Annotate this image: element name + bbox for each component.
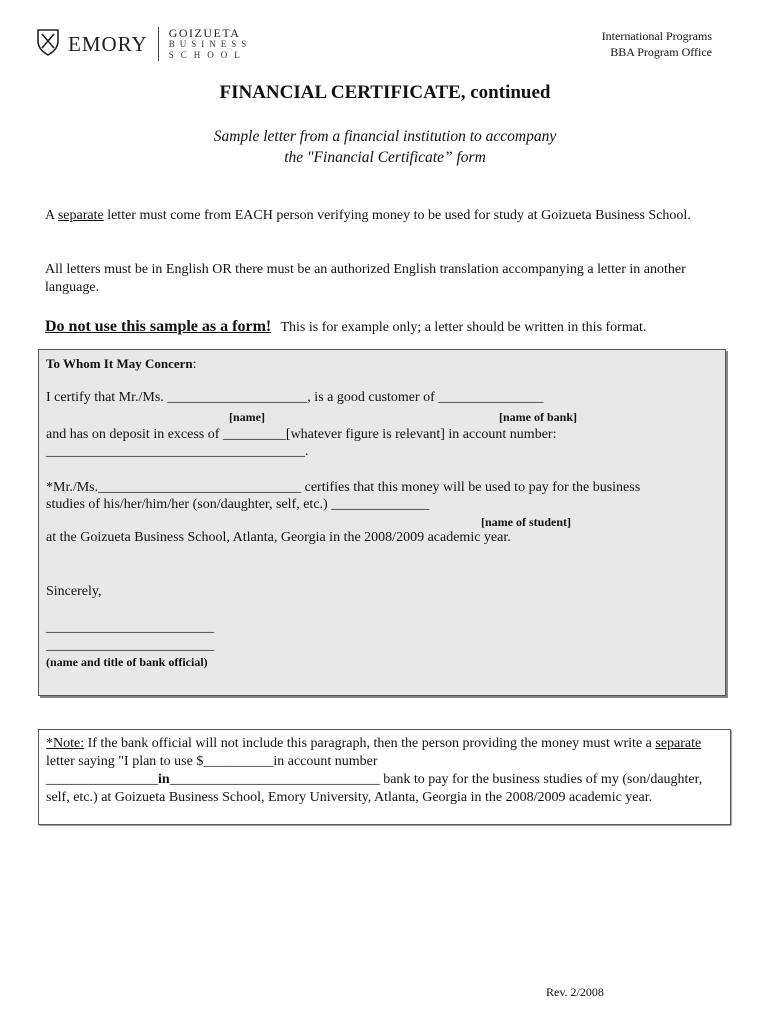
signature-line-2: ________________________ <box>46 638 214 653</box>
office-line-1: International Programs <box>601 29 712 43</box>
intro-paragraph-2: All letters must be in English OR there must be an authorized English translation accompanying a letter in another language. <box>45 262 686 295</box>
letter-line-5: studies of his/her/him/her (son/daughter, self, etc.) ______________ <box>46 497 430 512</box>
sample-warning <box>45 318 646 336</box>
office-line-2: BBA Program Office <box>610 45 712 59</box>
note-text-3b: in <box>158 772 170 787</box>
note-text-3c: ______________________________ bank to pay for the business studies of my (son/daughter, self, etc.) at Goizueta Business School, Emory University, Atlanta, Georgia in the 2008/2009 academic year. <box>46 772 703 805</box>
note-text-3a: ________________ <box>46 772 158 787</box>
logo-emory-text: EMORY <box>68 31 148 56</box>
note-text-2: letter saying "I plan to use $__________in account number <box>46 754 378 769</box>
signature-line-1: ________________________ <box>46 620 214 635</box>
subtitle-line-1: Sample letter from a financial institution to accompany <box>213 128 557 145</box>
label-bank: [name of bank] <box>499 410 578 424</box>
emory-shield-icon <box>36 28 60 61</box>
letter-line-3: _____________________________________. <box>46 444 309 459</box>
letter-line-6: at the Goizueta Business School, Atlanta, Georgia in the 2008/2009 academic year. <box>46 530 511 545</box>
warning-bold: Do not use this sample as a form! <box>45 318 272 335</box>
letter-line-1: I certify that Mr./Ms. ____________________, is a good customer of _______________ <box>46 390 544 405</box>
logo-goizueta-text: GOIZUETA <box>168 25 241 40</box>
revision-label: Rev. 2/2008 <box>546 985 604 999</box>
subtitle-line-2: the "Financial Certificate” form <box>284 149 486 166</box>
salutation-colon: : <box>192 357 197 372</box>
note-box <box>38 729 731 825</box>
letter-salutation <box>46 356 197 373</box>
warning-rest: This is for example only; a letter should be written in this format. <box>280 320 647 335</box>
letter-closing: Sincerely, <box>46 584 102 599</box>
page-subtitle <box>0 126 770 168</box>
salutation-text: To Whom It May Concern <box>46 356 193 371</box>
note-underlined: separate <box>655 736 702 751</box>
intro-p1-post: letter must come from EACH person verifying money to be used for study at Goizueta Business School. <box>103 208 691 223</box>
letter-line-2: and has on deposit in excess of _________[whatever figure is relevant] in account number: <box>46 427 557 442</box>
intro-paragraph-1 <box>45 207 715 225</box>
letter-line-4: *Mr./Ms._____________________________ certifies that this money will be used to pay for the business <box>46 480 641 495</box>
emory-goizueta-logo <box>36 26 251 62</box>
intro-p1-pre: A <box>45 208 58 223</box>
logo-business-text: BUSINESS <box>168 38 252 49</box>
logo-goizueta-block <box>168 25 252 61</box>
logo-school-text: SCHOOL <box>168 49 247 60</box>
note-label: *Note: <box>46 736 85 751</box>
page-title: FINANCIAL CERTIFICATE, continued <box>219 82 551 103</box>
office-address <box>602 28 712 60</box>
sample-letter-box <box>38 349 726 696</box>
signature-caption: (name and title of bank official) <box>46 655 208 669</box>
label-student: [name of student] <box>481 515 571 529</box>
logo-divider <box>158 27 159 61</box>
label-name: [name] <box>229 410 265 424</box>
intro-p1-underlined: separate <box>57 208 104 223</box>
note-text-1: If the bank official will not include this paragraph, then the person providing the money must write a <box>84 736 656 751</box>
